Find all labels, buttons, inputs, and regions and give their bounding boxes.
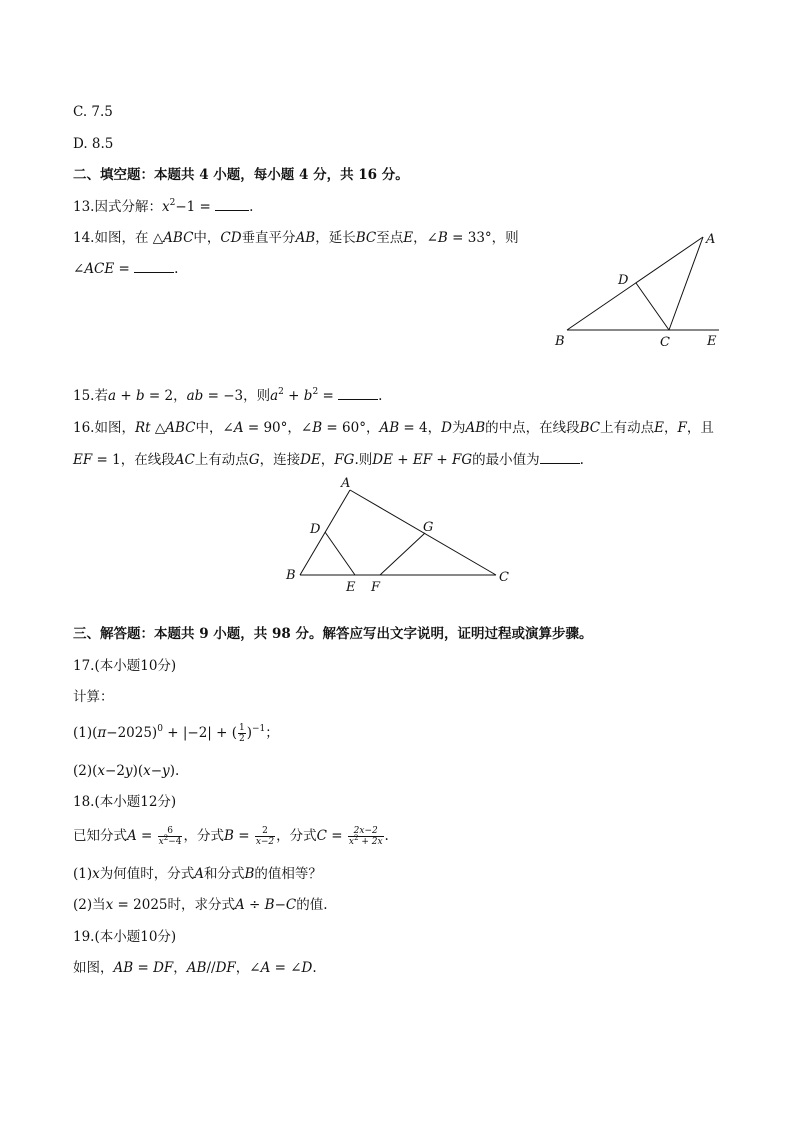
q16-var-ac: AC <box>174 452 195 468</box>
q16-var-fg2: FG <box>451 452 473 468</box>
q17-frac-num: 1 <box>239 723 245 733</box>
q16-var-ab: AB <box>379 420 400 436</box>
q16-end: . <box>579 452 584 468</box>
q16-t8: 的中点，在线段 <box>485 420 580 436</box>
q15-var-b: b <box>135 388 145 404</box>
q18-eq-a: = <box>136 828 157 844</box>
q18-p2-t2: = 2025时，求分式 <box>113 897 236 913</box>
q18-fc-den-x: x <box>348 837 354 847</box>
q16-t3: 中，∠ <box>195 420 234 436</box>
q19-t5: . <box>312 960 317 976</box>
q18-p1-b: B <box>244 866 255 882</box>
q16-t2: △ <box>150 420 166 436</box>
q17-part-1 <box>73 723 279 744</box>
q14-var-cd: CD <box>220 230 242 246</box>
q16-var-de: DE <box>300 452 321 468</box>
q19-var-d: D <box>301 960 313 976</box>
q18-fraction-a <box>158 826 183 847</box>
q16-var-abc: ABC <box>165 420 196 436</box>
q17-p1-t2: −2025) <box>106 725 158 741</box>
q14-end: . <box>174 261 179 277</box>
q15-var-b2: b <box>303 388 313 404</box>
q18-t4: . <box>384 828 389 844</box>
q17-p2-x1: x <box>97 763 106 779</box>
section-3-heading-text: 三、解答题：本题共 9 小题，共 98 分。解答应写出文字说明，证明过程或演算步骤。 <box>73 626 593 642</box>
q17-p1-t4: ) <box>246 725 253 741</box>
q16-t1: 16.如图， <box>73 420 135 436</box>
q16-var-ab2: AB <box>465 420 486 436</box>
q18-part-1 <box>73 864 322 884</box>
fig16-label-b: B <box>286 568 296 583</box>
q14-var-b: B <box>437 230 448 246</box>
q18-fb-den: x−2 <box>255 837 275 847</box>
q17-title: 17.(本小题10分) <box>73 658 177 674</box>
q18-p1-a: A <box>194 866 204 882</box>
q17-intro: 计算： <box>73 689 114 705</box>
q17-p2-x2: x <box>143 763 151 779</box>
q19-statement <box>73 958 317 978</box>
q17-p2-t3: )( <box>132 763 144 779</box>
q15-var-ab: ab <box>186 388 204 404</box>
q14-var-bc: BC <box>355 230 377 246</box>
section-2-heading-text: 二、填空题：本题共 4 小题，每小题 4 分，共 16 分。 <box>73 167 409 183</box>
q17-p2-t4: − <box>150 763 163 779</box>
q19-t3: ，∠ <box>235 960 261 976</box>
q13-end: . <box>249 199 254 215</box>
q19-var-df2: DF <box>215 960 236 976</box>
q15-plus: + <box>116 388 136 404</box>
section-3-heading <box>73 624 592 644</box>
q15-var-a: a <box>107 388 117 404</box>
q14-text-5: 至点 <box>376 230 404 246</box>
q15-eq1: = 2， <box>144 388 187 404</box>
q14-angle-sign: ∠ <box>73 261 85 277</box>
q18-t3: ，分式 <box>276 828 317 844</box>
q19-t4: = ∠ <box>270 960 302 976</box>
q18-fc-den-exp: 2 <box>353 834 359 842</box>
q18-eq-c: = <box>327 828 347 844</box>
q18-title: 18.(本小题12分) <box>73 794 177 810</box>
q16-t13: 上有动点 <box>194 452 249 468</box>
q18-fa-den-x: x <box>158 837 164 847</box>
fig16-label-c: C <box>499 570 509 585</box>
q17-p1-t5: ； <box>265 725 279 741</box>
q18-p2-x: x <box>105 897 114 913</box>
q15-prefix: 15.若 <box>73 388 108 404</box>
q16-t11: ，且 <box>686 420 714 436</box>
q18-t2: ，分式 <box>183 828 224 844</box>
q16-t16: .则 <box>354 452 373 468</box>
q18-p1-t1: (1) <box>73 866 93 882</box>
q17-p2-y2: y <box>162 763 170 779</box>
q17-fraction-half <box>238 723 246 744</box>
q16-var-fg: FG <box>334 452 355 468</box>
q17-p2-t5: ). <box>169 763 180 779</box>
q18-p2-div: ÷ <box>244 897 265 913</box>
q16-var-bc: BC <box>579 420 601 436</box>
q16-var-de2: DE <box>372 452 393 468</box>
q19-parallel: // <box>206 960 216 976</box>
q13-rest: −1 = <box>175 199 211 215</box>
option-d: D. 8.5 <box>73 136 114 152</box>
fig14-label-b: B <box>555 334 565 349</box>
q18-p2-a: A <box>235 897 245 913</box>
q16-t12: = 1，在线段 <box>92 452 175 468</box>
q16-t4: = 90°，∠ <box>243 420 313 436</box>
q18-p2-t1: (2)当 <box>73 897 106 913</box>
q18-fa-den-rest: −4 <box>168 837 182 847</box>
q15-end: . <box>378 388 383 404</box>
q17-part-2 <box>73 761 179 781</box>
q17-p1-exp-neg1: −1 <box>252 724 266 734</box>
q18-var-b: B <box>223 828 234 844</box>
q19-var-ab2: AB <box>186 960 207 976</box>
q14-var-e: E <box>403 230 414 246</box>
q19-t2: ， <box>173 960 187 976</box>
q18-fb-num: 2 <box>255 826 275 837</box>
q14-text-3: 垂直平分 <box>241 230 296 246</box>
q19-title: 19.(本小题10分) <box>73 929 177 945</box>
q17-p1-t3: + |−2| + ( <box>162 725 237 741</box>
q15-exp1: 2 <box>278 387 284 397</box>
q13-prefix: 13.因式分解： <box>73 199 162 215</box>
fig16-label-f: F <box>371 580 381 595</box>
q18-p1-t4: 的值相等？ <box>254 866 322 882</box>
q14-text-1: 14.如图，在 △ <box>73 230 164 246</box>
q16-t9: 上有动点 <box>600 420 655 436</box>
q18-eq-b: = <box>233 828 254 844</box>
q16-t17: + <box>392 452 413 468</box>
q17-p1-t1: (1)( <box>73 725 98 741</box>
q16-var-ef2: EF <box>412 452 433 468</box>
option-c: C. 7.5 <box>73 104 113 120</box>
q14-text-2: 中， <box>193 230 221 246</box>
q13-var-x: x <box>161 199 170 215</box>
q14-text-4: ，延长 <box>315 230 356 246</box>
q15-eq2: = −3，则 <box>203 388 271 404</box>
q14-text-7: = 33°，则 <box>447 230 519 246</box>
fig16-label-a: A <box>341 476 351 491</box>
q16-t19: 的最小值为 <box>472 452 540 468</box>
q18-fc-den-rest: + 2x <box>358 837 383 847</box>
q19-t1: 如图， <box>73 960 114 976</box>
q18-fc-num: 2x−2 <box>348 826 384 837</box>
q14-var-ab: AB <box>295 230 316 246</box>
q18-part-2 <box>73 895 328 915</box>
q16-t14: ，连接 <box>259 452 301 468</box>
q19-var-a: A <box>260 960 271 976</box>
q18-var-a: A <box>127 828 137 844</box>
q14-text-6: ，∠ <box>413 230 438 246</box>
fig16-line-fg <box>380 533 425 575</box>
q17-p1-exp0: 0 <box>157 724 163 734</box>
q15-var-a2: a <box>270 388 279 404</box>
q14-var-abc: ABC <box>163 230 194 246</box>
q16-var-e: E <box>654 420 664 436</box>
q15-exp2: 2 <box>312 387 319 397</box>
fig14-label-c: C <box>660 335 670 350</box>
q16-var-g: G <box>248 452 260 468</box>
q18-statement <box>73 826 389 847</box>
fig16-line-de <box>325 532 355 575</box>
fig14-label-d: D <box>618 273 629 288</box>
q16-t10: ， <box>664 420 678 436</box>
q16-t6: = 4， <box>399 420 442 436</box>
q18-p1-t2: 为何值时，分式 <box>99 866 195 882</box>
q16-t5: = 60°， <box>322 420 380 436</box>
q17-p2-t1: (2)( <box>73 763 98 779</box>
q15-eq3: = <box>318 388 334 404</box>
q18-t1: 已知分式 <box>73 828 127 844</box>
q19-var-df: DF <box>153 960 174 976</box>
q16-t7: 为 <box>451 420 466 436</box>
q17-pi: π <box>97 725 107 741</box>
q14-eq: = <box>114 261 135 277</box>
q16-var-a: A <box>233 420 244 436</box>
fig16-label-g: G <box>423 520 434 535</box>
q18-p1-x: x <box>92 866 100 882</box>
q17-p2-y1: y <box>124 763 133 779</box>
q16-t18: + <box>432 452 452 468</box>
q16-t15: ， <box>320 452 335 468</box>
q13-exponent: 2 <box>169 198 176 208</box>
q17-frac-den: 2 <box>239 734 245 744</box>
q18-p2-t3: 的值. <box>296 897 328 913</box>
q18-fa-num: 6 <box>158 826 183 837</box>
q16-var-ef: EF <box>73 452 93 468</box>
q18-p2-b: B <box>264 897 275 913</box>
fig14-label-e: E <box>707 334 717 349</box>
q18-var-c: C <box>316 828 327 844</box>
q18-fraction-b <box>255 826 275 847</box>
q18-p1-t3: 和分式 <box>204 866 245 882</box>
q18-fraction-c <box>348 826 384 847</box>
q19-eq1: = <box>133 960 154 976</box>
fig16-label-e: E <box>346 580 356 595</box>
q16-var-b: B <box>312 420 323 436</box>
q17-p2-t2: −2 <box>105 763 125 779</box>
q16-rt: Rt <box>134 420 151 436</box>
q16-var-f: F <box>677 420 687 436</box>
q16-var-d: D <box>441 420 452 436</box>
q18-p2-c: C <box>285 897 297 913</box>
fig16-label-d: D <box>310 522 321 537</box>
q18-fa-den-exp: 2 <box>163 834 169 842</box>
q14-var-ace: ACE <box>84 261 115 277</box>
q19-var-ab: AB <box>113 960 134 976</box>
q18-p2-minus: − <box>274 897 286 913</box>
q15-plus2: + <box>283 388 304 404</box>
fig14-label-a: A <box>706 232 716 247</box>
